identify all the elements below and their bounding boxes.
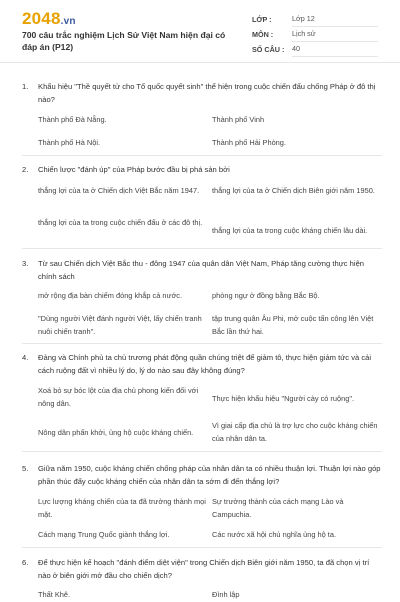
option-c[interactable]: Thành phố Hà Nội. — [38, 138, 101, 147]
option-b[interactable]: phòng ngự ở đồng bằng Bắc Bộ. — [212, 291, 320, 300]
question-number: 2. — [22, 165, 29, 174]
question-text: Giữa năm 1950, cuộc kháng chiến chống pháp của nhân dân ta có nhiều thuận lợi. Thuận lợi nào góp phần thúc đẩy cuộc kháng chiến của nhân dân ta sớm đi đến thắng lợi? — [38, 464, 381, 486]
option-b[interactable]: Thực hiện khẩu hiệu "Người cày có ruộng". — [212, 394, 355, 403]
option-a[interactable]: Thành phố Đà Nẵng. — [38, 115, 107, 124]
question-text: Để thực hiện kế hoạch "đánh điểm diệt viện" trong Chiến dịch Biên giới năm 1950, ta đã chọn vị trí nào ở biên giới mở đầu cho chiến dịch? — [38, 558, 370, 580]
meta-grade — [252, 12, 378, 27]
option-a[interactable]: thắng lợi của ta ở Chiến dịch Việt Bắc năm 1947. — [38, 186, 200, 195]
question-text: Khẩu hiệu "Thề quyết tử cho Tổ quốc quyết sinh" thể hiện trong cuộc chiến đấu chống Pháp ở đô thị nào? — [38, 82, 376, 104]
meta-key: LỚP : — [252, 15, 272, 24]
option-b[interactable]: Sự trưởng thành của cách mạng Lào và Campuchia. — [212, 497, 344, 519]
meta-subject — [252, 27, 378, 42]
page-header — [0, 0, 400, 63]
question-number: 5. — [22, 464, 29, 473]
question-text: Chiến lược "đánh úp" của Pháp bước đầu bị phá sản bởi — [38, 165, 230, 174]
option-d[interactable]: Các nước xã hội chủ nghĩa ủng hộ ta. — [212, 530, 337, 539]
divider — [22, 547, 382, 548]
option-d[interactable]: Vì giai cấp địa chủ là trợ lực cho cuộc kháng chiến của nhân dân ta. — [212, 421, 378, 443]
option-c[interactable]: Cách mạng Trung Quốc giành thắng lợi. — [38, 530, 170, 539]
document-title: 700 câu trắc nghiệm Lịch Sử Việt Nam hiện đại có đáp án (P12) — [22, 30, 226, 52]
meta-key: MÔN : — [252, 30, 274, 39]
question-number: 6. — [22, 558, 29, 567]
option-b[interactable]: thắng lợi của ta ở Chiến dịch Biên giới năm 1950. — [212, 186, 375, 195]
option-d[interactable]: Thành phố Hải Phòng. — [212, 138, 286, 147]
meta-value: Lớp 12 — [292, 12, 378, 27]
option-b[interactable]: Đình lập — [212, 590, 240, 599]
question-number: 3. — [22, 259, 29, 268]
option-c[interactable]: "Dùng người Việt đánh người Việt, lấy chiến tranh nuôi chiến tranh". — [38, 314, 202, 336]
question-text: Từ sau Chiến dịch Việt Bắc thu - đông 1947 của quân dân Việt Nam, Pháp tăng cường thực hiện chính sách — [38, 259, 365, 281]
option-c[interactable]: Nông dân phấn khởi, ủng hộ cuộc kháng chiến. — [38, 428, 194, 437]
question-number: 1. — [22, 82, 29, 91]
option-a[interactable]: Xoá bỏ sự bóc lột của địa chủ phong kiến đối với nông dân. — [38, 386, 199, 408]
divider — [22, 248, 382, 249]
option-d[interactable]: tập trung quân Âu Phi, mở cuộc tấn công lên Việt Bắc lần thứ hai. — [212, 314, 374, 336]
meta-value: Lịch sử — [292, 27, 378, 42]
meta-value: 40 — [292, 42, 378, 57]
option-a[interactable]: mở rộng địa bàn chiếm đóng khắp cả nước. — [38, 291, 183, 300]
divider — [22, 451, 382, 452]
meta-key: SỐ CÂU : — [252, 45, 285, 54]
option-b[interactable]: Thành phố Vinh — [212, 115, 265, 124]
divider — [22, 343, 382, 344]
question-text: Đảng và Chính phủ ta chủ trương phát động quần chúng triệt để giảm tô, thực hiện giảm tức và cải cách ruộng đất vì nhiều lý do, lý do nào sau đây không đúng? — [38, 353, 372, 375]
meta-count — [252, 42, 378, 57]
option-c[interactable]: thắng lợi của ta trong cuộc chiến đấu ở các đô thị. — [38, 218, 203, 227]
site-logo[interactable]: 2048.vn — [22, 9, 76, 28]
document-meta — [252, 12, 378, 57]
option-a[interactable]: Thất Khê. — [38, 590, 71, 599]
option-d[interactable]: thắng lợi của ta trong cuộc kháng chiến lâu dài. — [212, 226, 368, 235]
option-a[interactable]: Lực lượng kháng chiến của ta đã trưởng thành mọi mặt. — [38, 497, 206, 519]
divider — [22, 155, 382, 156]
question-number: 4. — [22, 353, 29, 362]
